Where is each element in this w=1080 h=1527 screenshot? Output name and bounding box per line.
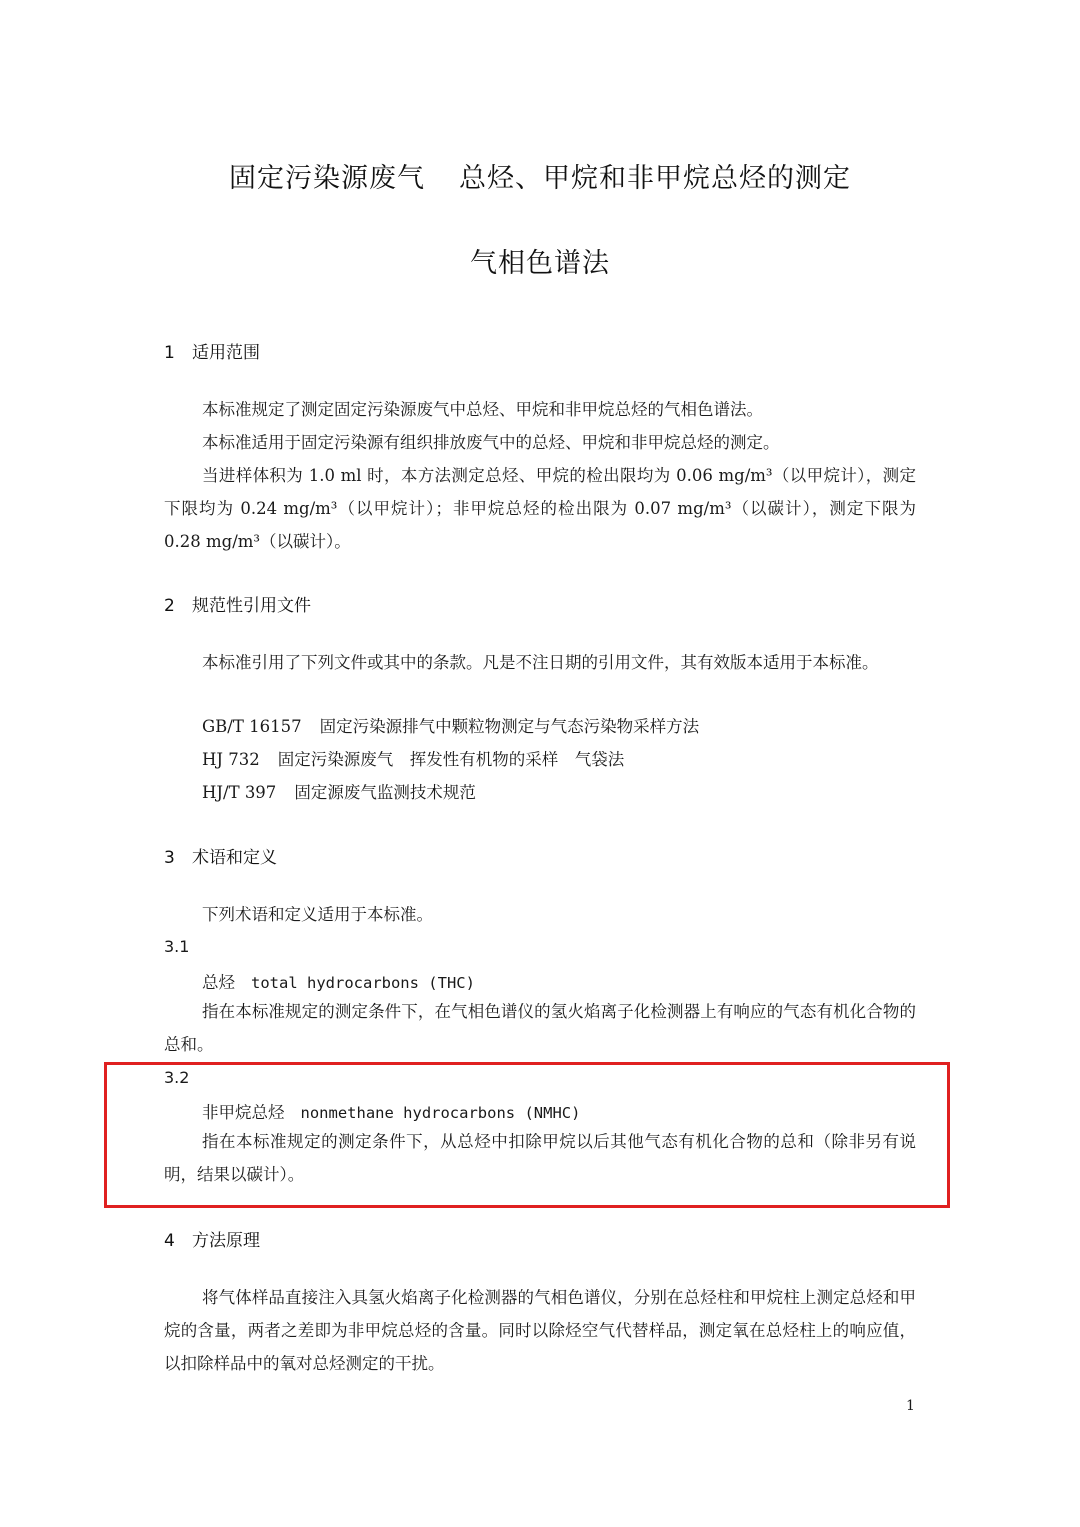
- reference-item: [202, 710, 699, 743]
- reference-code: HJ/T 397: [202, 783, 277, 802]
- term-title: [202, 1099, 580, 1123]
- section-1-paragraph-1: 本标准规定了测定固定污染源废气中总烃、甲烷和非甲烷总烃的气相色谱法。: [202, 400, 763, 419]
- document-title-line1: [0, 156, 1080, 195]
- term-en: nonmethane hydrocarbons (NMHC): [300, 1104, 581, 1122]
- section-number: 1: [164, 343, 175, 363]
- section-4-heading: [164, 1226, 260, 1251]
- section-3-heading: [164, 843, 277, 868]
- term-zh: 总烃: [202, 973, 235, 992]
- section-title: 术语和定义: [192, 848, 277, 868]
- reference-title: 固定源废气监测技术规范: [294, 783, 476, 802]
- term-definition: 指在本标准规定的测定条件下，从总烃中扣除甲烷以后其他气态有机化合物的总和（除非另有说明，结果以碳计）。: [164, 1132, 916, 1184]
- section-2-paragraph-1: 本标准引用了下列文件或其中的条款。凡是不注日期的引用文件，其有效版本适用于本标准。: [202, 653, 879, 672]
- section-number: 4: [164, 1231, 175, 1251]
- term-number: 3.2: [164, 1068, 190, 1087]
- title-part1: 固定污染源废气: [229, 163, 425, 194]
- section-title: 规范性引用文件: [192, 596, 311, 616]
- section-3-intro: 下列术语和定义适用于本标准。: [202, 905, 433, 924]
- section-number: 2: [164, 596, 175, 616]
- section-1-paragraph-3: 当进样体积为 1.0 ml 时，本方法测定总烃、甲烷的检出限均为 0.06 mg/m³（以甲烷计），测定下限均为 0.24 mg/m³（以甲烷计）；非甲烷总烃的检出限为 0.07 mg/m³（以碳计），测定下限为 0.28 mg/m³（以碳计）。: [164, 466, 916, 551]
- reference-title: 固定污染源废气 挥发性有机物的采样 气袋法: [277, 750, 625, 769]
- term-en: total hydrocarbons (THC): [251, 974, 475, 992]
- reference-code: GB/T 16157: [202, 717, 302, 736]
- term-definition: 指在本标准规定的测定条件下，在气相色谱仪的氢火焰离子化检测器上有响应的气态有机化合物的总和。: [164, 1002, 916, 1054]
- term-zh: 非甲烷总烃: [202, 1103, 285, 1122]
- section-title: 方法原理: [192, 1231, 260, 1251]
- section-1-paragraph-2: 本标准适用于固定污染源有组织排放废气中的总烃、甲烷和非甲烷总烃的测定。: [202, 433, 780, 452]
- reference-code: HJ 732: [202, 750, 260, 769]
- section-number: 3: [164, 848, 175, 868]
- section-2-heading: [164, 591, 311, 616]
- reference-item: [202, 743, 624, 776]
- reference-title: 固定污染源排气中颗粒物测定与气态污染物采样方法: [319, 717, 700, 736]
- term-title: [202, 969, 475, 993]
- section-4-paragraph-1: 将气体样品直接注入具氢火焰离子化检测器的气相色谱仪，分别在总烃柱和甲烷柱上测定总烃和甲烷的含量，两者之差即为非甲烷总烃的含量。同时以除烃空气代替样品，测定氧在总烃柱上的响应值，以扣除样品中的氧对总烃测定的干扰。: [164, 1288, 916, 1373]
- reference-item: [202, 776, 476, 809]
- section-title: 适用范围: [192, 343, 260, 363]
- term-number: 3.1: [164, 937, 190, 956]
- document-title-line2: 气相色谱法: [470, 248, 610, 279]
- page-number: 1: [906, 1398, 915, 1414]
- section-1-heading: [164, 338, 260, 363]
- title-part2: 总烃、甲烷和非甲烷总烃的测定: [459, 163, 851, 194]
